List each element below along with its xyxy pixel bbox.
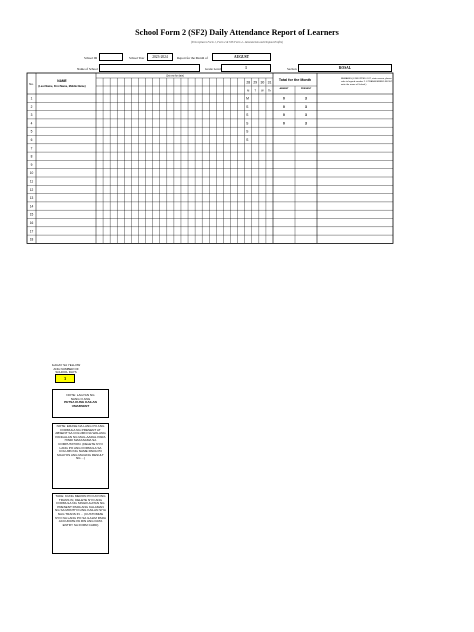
month-field[interactable]: AUGUST (212, 53, 271, 61)
table-row[interactable] (30, 171, 34, 175)
table-row[interactable] (30, 204, 34, 208)
attendance-mark: M (246, 96, 250, 101)
day-header: Th (267, 89, 271, 93)
row-number: 18 (29, 237, 34, 242)
table-row[interactable] (31, 121, 307, 125)
school-days-label: ILAGAY SA YELLOW ANG NUMBER OF SCHOOL DAYS (51, 363, 81, 374)
school-name-label: Name of School (77, 67, 98, 71)
form-title: School Form 2 (SF2) Daily Attendance Report of Learners (135, 28, 339, 37)
row-number: 13 (29, 196, 34, 201)
date-header: 29 (253, 80, 258, 85)
absent-total: 0 (283, 121, 285, 126)
section-label: Section (287, 67, 297, 71)
attendance-mark: S (246, 137, 249, 142)
attendance-mark: S (246, 121, 249, 126)
table-row[interactable] (31, 96, 307, 100)
row-number: 16 (29, 220, 34, 225)
row-number: 6 (30, 137, 33, 142)
row-number: 1 (30, 96, 33, 101)
date-header: 30 (260, 80, 265, 85)
total-header: Total for the Month (278, 78, 312, 82)
table-row[interactable] (30, 213, 34, 217)
absent-total: 0 (283, 113, 285, 118)
section-field[interactable]: ROSAL (298, 64, 392, 72)
table-rows (30, 96, 307, 241)
table-row[interactable] (31, 155, 33, 159)
note1-line1: NOTE: LAGYAN NG (66, 393, 95, 397)
row-number: 12 (29, 187, 34, 192)
present-header: PRESENT (300, 88, 312, 90)
row-number: 2 (30, 104, 33, 109)
present-total: 3 (305, 104, 307, 109)
attendance-mark: S (246, 104, 249, 109)
name-subheader: (Last Name, First Name, Middle Name) (38, 85, 86, 88)
note1-line2: NANG O ANG (70, 396, 91, 401)
school-id-label: School ID (84, 56, 98, 60)
note-erase-formula: NOTE: ERASE NA LANG PO ANG FORMULA NG PRESENT AT ABSENT SA COLUMN NA WALANG PANGALAN NG MAG-AARAL PARA HINDI MAKASAMA SA COMPUTATION. (DELETE NYO LANG PO ANG FORMULA SA COLUMN NG NAME PARA PO MAAYOS ANG MAGING RESULT NG ...) (52, 423, 109, 489)
date-fill-label: (1st row for date) (165, 74, 185, 78)
table-row[interactable] (31, 146, 33, 150)
date-header: 31 (267, 80, 272, 85)
note1-line3: PETSA KUNG KAILAN (64, 400, 97, 405)
day-header: T (254, 89, 257, 93)
table-row[interactable] (31, 163, 33, 167)
table-row[interactable] (30, 196, 34, 200)
present-total: 3 (305, 96, 307, 101)
row-number: 9 (30, 162, 33, 167)
grade-label: Grade Level (205, 67, 221, 71)
day-header: W (261, 89, 264, 93)
row-number: 4 (30, 121, 33, 126)
attendance-mark: S (246, 113, 249, 118)
table-row[interactable] (31, 105, 307, 109)
no-header: No. (29, 82, 34, 86)
note-trans-in: TAKE: KUNG MERON PO KAYONG TRANS IN, DELETE NYO ANG FORMULA NG SINGKULATAN NG PRESENT PARA ANG KALAMAN NG SA MONTH KUNG KAILAN SIYA NAG TRANS IN ... (CUSTOMIZE NYO NA LANG PO SA ILALIM PARA ACCURATE PA RIN ANG DATA ENTRY SA FORM CARD) (52, 493, 109, 554)
row-number: 7 (30, 146, 33, 151)
absent-total: 0 (283, 96, 285, 101)
school-days-field[interactable]: 3 (55, 374, 75, 383)
row-number: 3 (30, 113, 33, 118)
table-row[interactable] (30, 221, 34, 225)
row-number: 10 (29, 171, 34, 176)
date-header: 28 (246, 80, 251, 85)
school-year-label: School Year (129, 56, 145, 60)
table-row[interactable] (31, 113, 307, 117)
row-number: 15 (29, 212, 34, 217)
present-total: 3 (305, 113, 307, 118)
table-row[interactable] (30, 229, 34, 233)
row-number: 11 (29, 179, 34, 184)
grid-lines (27, 73, 393, 243)
month-label: Report for the Month of (177, 56, 208, 60)
absent-header: ABSENT (279, 88, 289, 90)
note-absent-marking (52, 389, 109, 418)
table-row[interactable] (30, 238, 34, 242)
attendance-table (0, 0, 474, 300)
note1-line4: UMABSENT (71, 403, 90, 408)
present-total: 3 (305, 121, 307, 126)
row-number: 17 (29, 229, 34, 234)
remarks-header: REMARKS (If DROPPED OUT, state reason, please refer to legend number 2. If TRANSFERRED IN/OUT, write the name of School.) (341, 78, 393, 86)
name-header: NAME (57, 79, 67, 83)
row-number: 5 (30, 129, 33, 134)
day-header: M (247, 89, 250, 93)
row-number: 8 (30, 154, 33, 159)
grade-field[interactable]: 1 (221, 64, 271, 72)
form-subtitle: (This replaces Form 1, Form 2 & STS Form 4 - Absenteeism and Dropout Profile) (190, 41, 283, 44)
absent-total: 0 (283, 104, 285, 109)
row-number: 14 (29, 204, 34, 209)
table-row[interactable] (30, 188, 34, 192)
table-row[interactable] (30, 179, 34, 183)
attendance-mark: S (246, 129, 249, 134)
school-year-field[interactable]: 2023-2024 (147, 53, 173, 61)
